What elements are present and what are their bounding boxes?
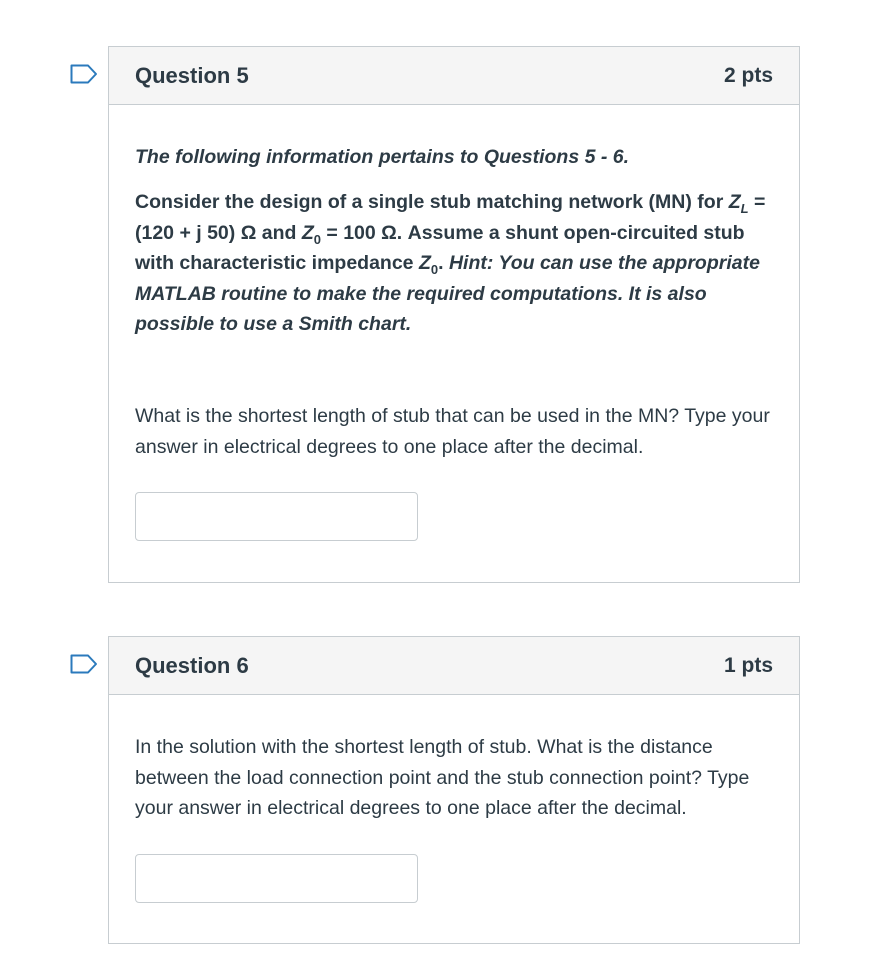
z0-subscript: 0	[313, 231, 321, 247]
question-6-card	[108, 636, 800, 944]
question-setup: Consider the design of a single stub matching network (MN) for $Z_L = (120 + j$ 50) Ω and $Z_0 = 100$ Ω. Assume a shunt open-circuited stub with characteristic impedance $Z_0$. Hint: You can use the appropriate MATLAB routine to make the required computations. It is also possible to use a Smith chart.	[135, 191, 766, 335]
question-intro: The following information pertains to Questions 5 - 6.	[135, 146, 630, 168]
question-title: Question 5	[135, 62, 249, 88]
question-header	[109, 637, 799, 695]
answer-input[interactable]	[135, 492, 418, 541]
zl-symbol: Z	[728, 191, 741, 213]
question-points: 2 pts	[723, 63, 773, 87]
z0-symbol-2: Z	[418, 252, 431, 274]
bookmark-flag-icon[interactable]	[70, 64, 98, 84]
question-header	[109, 47, 799, 105]
answer-input[interactable]	[135, 854, 418, 903]
bookmark-flag-icon[interactable]	[70, 654, 98, 674]
question-prompt: In the solution with the shortest length of stub. What is the distance between the load connection point and the stub connection point? Type your answer in electrical degrees to one place after the decimal.	[135, 736, 750, 819]
zl-subscript: L	[740, 201, 749, 216]
question-title: Question 6	[135, 652, 249, 678]
question-points: 1 pts	[723, 653, 773, 677]
z0-subscript-2: 0	[430, 262, 439, 277]
question-5-card	[108, 46, 800, 583]
question-prompt: What is the shortest length of stub that can be used in the MN? Type your answer in electrical degrees to one place after the decimal.	[135, 405, 770, 458]
z0-symbol: Z	[301, 221, 314, 244]
hint-text: Hint: You can use the appropriate MATLAB routine to make the required computations. It is also possible to use a Smith chart.	[135, 252, 760, 335]
